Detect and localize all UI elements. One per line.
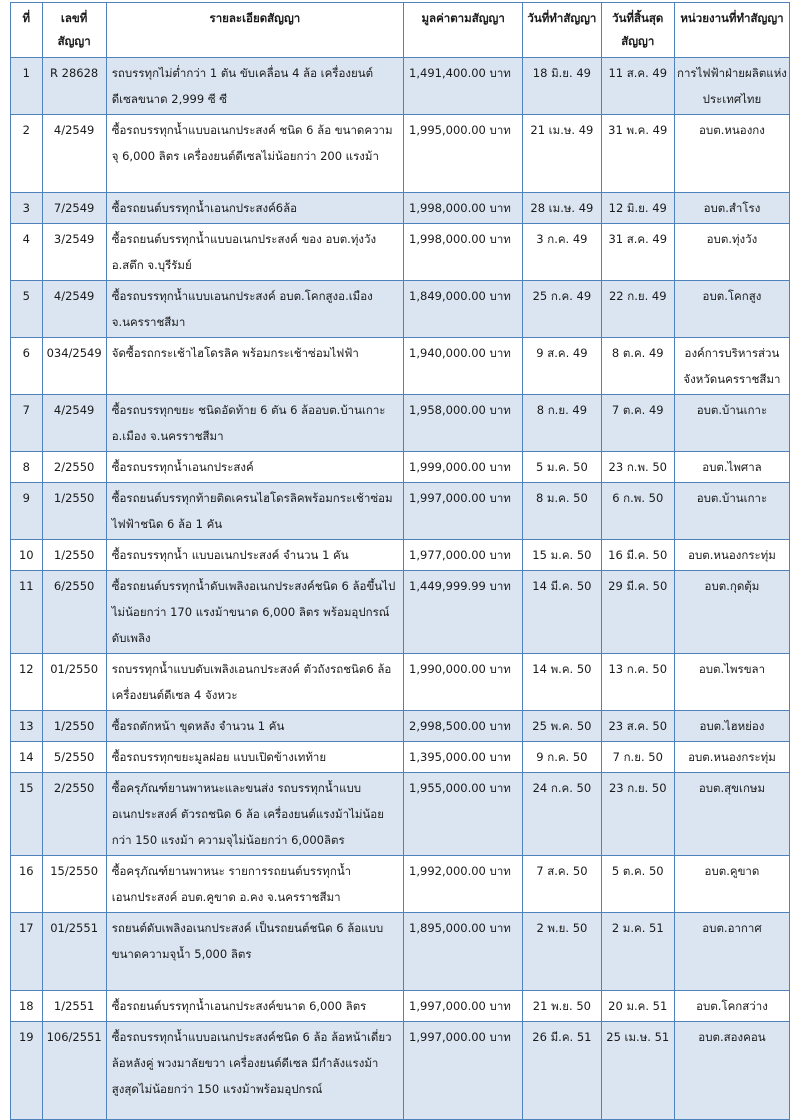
table-row	[11, 1022, 790, 1120]
cell-start-date: 15 ม.ค. 50	[523, 540, 601, 571]
cell-end-date: 23 ก.พ. 50	[601, 452, 674, 483]
table-row	[11, 991, 790, 1022]
cell-start-date: 25 พ.ค. 50	[523, 711, 601, 742]
cell-end-date: 7 ต.ค. 49	[601, 395, 674, 452]
cell-description: ซื้อรถยนต์บรรทุกน้ำเอนกประสงค์6ล้อ	[106, 193, 403, 224]
header-agency: หน่วยงานที่ทำสัญญา	[674, 3, 789, 58]
cell-end-date: 31 ส.ค. 49	[601, 224, 674, 281]
cell-end-date: 22 ก.ย. 49	[601, 281, 674, 338]
cell-no: 9	[11, 483, 43, 540]
cell-end-date: 7 ก.ย. 50	[601, 742, 674, 773]
cell-description: รถยนต์ดับเพลิงอเนกประสงค์ เป็นรถยนต์ชนิด 6 ล้อแบบขนาดความจุน้ำ 5,000 ลิตร	[106, 913, 403, 991]
cell-contract-id: 1/2550	[42, 711, 106, 742]
cell-start-date: 21 พ.ย. 50	[523, 991, 601, 1022]
cell-agency: อบต.สำโรง	[674, 193, 789, 224]
cell-end-date: 5 ต.ค. 50	[601, 856, 674, 913]
cell-agency: อบต.โคกสูง	[674, 281, 789, 338]
table-row	[11, 913, 790, 991]
table-row	[11, 338, 790, 395]
cell-end-date: 25 เม.ษ. 51	[601, 1022, 674, 1120]
cell-description: ซื้อรถยนต์บรรทุกท้ายติดเครนไฮโดรลิคพร้อมกระเช้าซ่อมไฟฟ้าชนิด 6 ล้อ 1 คัน	[106, 483, 403, 540]
cell-value: 1,958,000.00 บาท	[404, 395, 523, 452]
cell-agency: อบต.อากาศ	[674, 913, 789, 991]
header-row	[11, 3, 790, 58]
cell-no: 1	[11, 58, 43, 115]
cell-no: 18	[11, 991, 43, 1022]
cell-contract-id: 106/2551	[42, 1022, 106, 1120]
cell-no: 19	[11, 1022, 43, 1120]
cell-description: ซื้อรถตักหน้า ขุดหลัง จำนวน 1 คัน	[106, 711, 403, 742]
cell-no: 13	[11, 711, 43, 742]
cell-start-date: 3 ก.ค. 49	[523, 224, 601, 281]
cell-no: 10	[11, 540, 43, 571]
cell-start-date: 9 ส.ค. 49	[523, 338, 601, 395]
cell-end-date: 13 ก.ค. 50	[601, 654, 674, 711]
cell-agency: อบต.ทุ่งวัง	[674, 224, 789, 281]
cell-contract-id: 5/2550	[42, 742, 106, 773]
cell-description: ซื้อรถบรรทุกน้ำแบบอเนกประสงค์ชนิด 6 ล้อ ล้อหน้าเดี่ยว ล้อหลังคู่ พวงมาลัยขวา เครื่องยนต์ดีเซล มีกำลังแรงม้าสูงสุดไม่น้อยกว่า 150 แรงม้าพร้อมอุปกรณ์	[106, 1022, 403, 1120]
cell-start-date: 7 ส.ค. 50	[523, 856, 601, 913]
cell-agency: อบต.หนองกระทุ่ม	[674, 540, 789, 571]
cell-value: 1,999,000.00 บาท	[404, 452, 523, 483]
cell-agency: การไฟฟ้าฝ่ายผลิตแห่งประเทศไทย	[674, 58, 789, 115]
cell-end-date: 8 ต.ค. 49	[601, 338, 674, 395]
cell-no: 12	[11, 654, 43, 711]
cell-value: 1,992,000.00 บาท	[404, 856, 523, 913]
table-row	[11, 395, 790, 452]
cell-description: ซื้อรถบรรทุกน้ำเอนกประสงค์	[106, 452, 403, 483]
table-row	[11, 58, 790, 115]
cell-value: 1,449,999.99 บาท	[404, 571, 523, 654]
cell-end-date: 31 พ.ค. 49	[601, 115, 674, 193]
cell-end-date: 12 มิ.ย. 49	[601, 193, 674, 224]
table-row	[11, 540, 790, 571]
cell-contract-id: 1/2550	[42, 540, 106, 571]
cell-description: รถบรรทุกไม่ต่ำกว่า 1 ตัน ขับเคลื่อน 4 ล้อ เครื่องยนต์ดีเซลขนาด 2,999 ซี ซี	[106, 58, 403, 115]
cell-no: 11	[11, 571, 43, 654]
cell-value: 1,997,000.00 บาท	[404, 1022, 523, 1120]
cell-agency: อบต.กุดตุ้ม	[674, 571, 789, 654]
contracts-table	[10, 2, 790, 1120]
cell-description: ซื้อรถยนต์บรรทุกน้ำแบบอเนกประสงค์ ของ อบต.ทุ่งวังอ.สตึก จ.บุรีรัมย์	[106, 224, 403, 281]
table-row	[11, 773, 790, 856]
cell-start-date: 14 มี.ค. 50	[523, 571, 601, 654]
cell-contract-id: R 28628	[42, 58, 106, 115]
cell-contract-id: 4/2549	[42, 281, 106, 338]
cell-no: 16	[11, 856, 43, 913]
table-header	[11, 3, 790, 58]
cell-start-date: 8 ก.ย. 49	[523, 395, 601, 452]
table-body	[11, 58, 790, 1120]
cell-no: 5	[11, 281, 43, 338]
cell-value: 1,995,000.00 บาท	[404, 115, 523, 193]
cell-agency: อบต.โคกสว่าง	[674, 991, 789, 1022]
cell-value: 2,998,500.00 บาท	[404, 711, 523, 742]
cell-start-date: 28 เม.ษ. 49	[523, 193, 601, 224]
cell-contract-id: 4/2549	[42, 115, 106, 193]
cell-start-date: 14 พ.ค. 50	[523, 654, 601, 711]
cell-contract-id: 2/2550	[42, 452, 106, 483]
cell-value: 1,849,000.00 บาท	[404, 281, 523, 338]
cell-start-date: 26 มี.ค. 51	[523, 1022, 601, 1120]
cell-end-date: 16 มี.ค. 50	[601, 540, 674, 571]
table-row	[11, 654, 790, 711]
cell-contract-id: 2/2550	[42, 773, 106, 856]
cell-end-date: 23 ส.ค. 50	[601, 711, 674, 742]
cell-contract-id: 1/2550	[42, 483, 106, 540]
table-row	[11, 193, 790, 224]
cell-value: 1,990,000.00 บาท	[404, 654, 523, 711]
cell-description: ซื้อครุภัณฑ์ยานพาหนะและขนส่ง รถบรรทุกน้ำแบบอเนกประสงค์ ตัวรถชนิด 6 ล้อ เครื่องยนต์แรงม้าไม่น้อยกว่า 150 แรงม้า ความจุไม่น้อยกว่า 6,000ลิตร	[106, 773, 403, 856]
cell-value: 1,997,000.00 บาท	[404, 991, 523, 1022]
cell-description: จัดซื้อรถกระเช้าไฮโดรลิค พร้อมกระเช้าซ่อมไฟฟ้า	[106, 338, 403, 395]
cell-agency: องค์การบริหารส่วนจังหวัดนครราชสีมา	[674, 338, 789, 395]
cell-agency: อบต.คูขาด	[674, 856, 789, 913]
cell-description: ซื้อรถบรรทุกน้ำ แบบอเนกประสงค์ จำนวน 1 คัน	[106, 540, 403, 571]
cell-no: 2	[11, 115, 43, 193]
cell-description: ซื้อรถยนต์บรรทุกน้ำดับเพลิงอเนกประสงค์ชนิด 6 ล้อขึ้นไป ไม่น้อยกว่า 170 แรงม้าขนาด 6,000 ลิตร พร้อมอุปกรณ์ดับเพลิง	[106, 571, 403, 654]
cell-description: รถบรรทุกน้ำแบบดับเพลิงเอนกประสงค์ ตัวถังรถชนิด6 ล้อ เครื่องยนต์ดีเซล 4 จังหวะ	[106, 654, 403, 711]
cell-end-date: 2 ม.ค. 51	[601, 913, 674, 991]
cell-agency: อบต.บ้านเกาะ	[674, 483, 789, 540]
cell-start-date: 18 มิ.ย. 49	[523, 58, 601, 115]
header-no: ที่	[11, 3, 43, 58]
cell-no: 15	[11, 773, 43, 856]
cell-end-date: 11 ส.ค. 49	[601, 58, 674, 115]
table-row	[11, 742, 790, 773]
table-row	[11, 281, 790, 338]
cell-no: 6	[11, 338, 43, 395]
cell-no: 7	[11, 395, 43, 452]
cell-value: 1,977,000.00 บาท	[404, 540, 523, 571]
cell-start-date: 24 ก.ค. 50	[523, 773, 601, 856]
cell-value: 1,940,000.00 บาท	[404, 338, 523, 395]
header-start-date: วันที่ทำสัญญา	[523, 3, 601, 58]
cell-agency: อบต.ไพรขลา	[674, 654, 789, 711]
cell-start-date: 8 ม.ค. 50	[523, 483, 601, 540]
cell-value: 1,955,000.00 บาท	[404, 773, 523, 856]
cell-description: ซื้อครุภัณฑ์ยานพาหนะ รายการรถยนต์บรรทุกน้ำเอนกประสงค์ อบต.คูขาด อ.คง จ.นครราชสีมา	[106, 856, 403, 913]
cell-value: 1,998,000.00 บาท	[404, 193, 523, 224]
cell-value: 1,895,000.00 บาท	[404, 913, 523, 991]
cell-contract-id: 15/2550	[42, 856, 106, 913]
cell-contract-id: 1/2551	[42, 991, 106, 1022]
cell-start-date: 5 ม.ค. 50	[523, 452, 601, 483]
cell-value: 1,998,000.00 บาท	[404, 224, 523, 281]
header-description: รายละเอียดสัญญา	[106, 3, 403, 58]
cell-description: ซื้อรถบรรทุกน้ำแบบเอนกประสงค์ อบต.โคกสูงอ.เมือง จ.นครราชสีมา	[106, 281, 403, 338]
cell-start-date: 9 ก.ค. 50	[523, 742, 601, 773]
cell-description: ซื้อรถบรรทุกน้ำแบบอเนกประสงค์ ชนิด 6 ล้อ ขนาดความจุ 6,000 ลิตร เครื่องยนต์ดีเซลไม่น้อยกว่า 200 แรงม้า	[106, 115, 403, 193]
table-row	[11, 115, 790, 193]
cell-contract-id: 4/2549	[42, 395, 106, 452]
cell-end-date: 29 มี.ค. 50	[601, 571, 674, 654]
cell-end-date: 23 ก.ย. 50	[601, 773, 674, 856]
cell-value: 1,997,000.00 บาท	[404, 483, 523, 540]
cell-start-date: 21 เม.ษ. 49	[523, 115, 601, 193]
cell-no: 14	[11, 742, 43, 773]
cell-no: 4	[11, 224, 43, 281]
table-row	[11, 452, 790, 483]
cell-agency: อบต.ไพศาล	[674, 452, 789, 483]
cell-value: 1,491,400.00 บาท	[404, 58, 523, 115]
table-row	[11, 483, 790, 540]
cell-agency: อบต.สุขเกษม	[674, 773, 789, 856]
cell-end-date: 20 ม.ค. 51	[601, 991, 674, 1022]
cell-contract-id: 01/2550	[42, 654, 106, 711]
table-row	[11, 224, 790, 281]
cell-end-date: 6 ก.พ. 50	[601, 483, 674, 540]
header-contract-id: เลขที่สัญญา	[42, 3, 106, 58]
cell-description: ซื้อรถบรรทุกขยะมูลฝอย แบบเปิดข้างเทท้าย	[106, 742, 403, 773]
cell-contract-id: 3/2549	[42, 224, 106, 281]
table-row	[11, 856, 790, 913]
cell-agency: อบต.สองคอน	[674, 1022, 789, 1120]
header-end-date: วันที่สิ้นสุดสัญญา	[601, 3, 674, 58]
cell-contract-id: 7/2549	[42, 193, 106, 224]
cell-no: 17	[11, 913, 43, 991]
cell-agency: อบต.บ้านเกาะ	[674, 395, 789, 452]
cell-contract-id: 01/2551	[42, 913, 106, 991]
cell-start-date: 25 ก.ค. 49	[523, 281, 601, 338]
cell-contract-id: 6/2550	[42, 571, 106, 654]
header-value: มูลค่าตามสัญญา	[404, 3, 523, 58]
table-row	[11, 711, 790, 742]
contracts-document	[10, 2, 790, 1120]
cell-agency: อบต.หนองกระทุ่ม	[674, 742, 789, 773]
cell-start-date: 2 พ.ย. 50	[523, 913, 601, 991]
cell-agency: อบต.หนองกง	[674, 115, 789, 193]
cell-description: ซื้อรถยนต์บรรทุกน้ำเอนกประสงค์ขนาด 6,000 ลิตร	[106, 991, 403, 1022]
cell-no: 3	[11, 193, 43, 224]
cell-contract-id: 034/2549	[42, 338, 106, 395]
cell-description: ซื้อรถบรรทุกขยะ ชนิดอัดท้าย 6 ตัน 6 ล้ออบต.บ้านเกาะ อ.เมือง จ.นครราชสีมา	[106, 395, 403, 452]
cell-value: 1,395,000.00 บาท	[404, 742, 523, 773]
table-row	[11, 571, 790, 654]
cell-agency: อบต.ไฮหย่อง	[674, 711, 789, 742]
cell-no: 8	[11, 452, 43, 483]
